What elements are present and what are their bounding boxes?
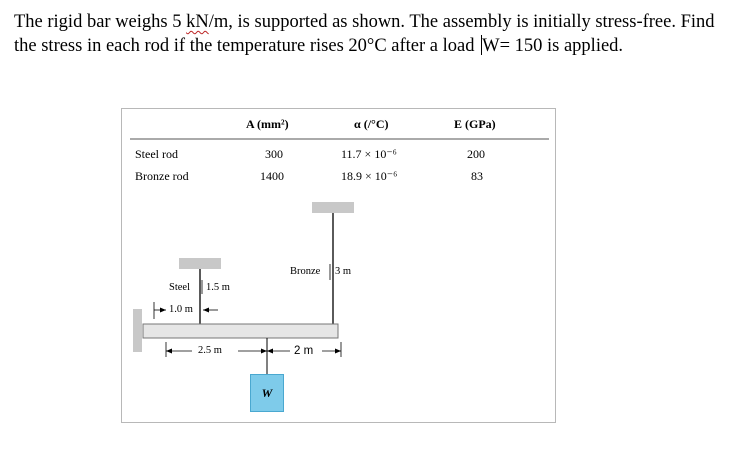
row-bronze-area: 1400 — [260, 169, 284, 183]
header-area: A (mm²) — [246, 117, 289, 131]
bronze-support — [312, 202, 354, 213]
header-modulus: E (GPa) — [454, 117, 496, 131]
row-steel-area: 300 — [265, 147, 283, 161]
steel-support — [179, 258, 221, 269]
header-alpha: α (/°C) — [354, 117, 389, 131]
problem-part-1: The rigid bar weighs 5 — [14, 12, 187, 32]
dim-left: 2.5 m — [198, 345, 222, 356]
dim-right: 2 m — [294, 345, 314, 357]
row-bronze-modulus: 83 — [471, 169, 483, 183]
wall-support — [133, 309, 142, 352]
problem-statement — [14, 10, 726, 58]
problem-figure — [121, 108, 556, 423]
load-block — [250, 374, 284, 412]
steel-label: Steel — [169, 282, 190, 293]
problem-part-3: W= 150 is applied. — [482, 36, 624, 56]
problem-unit: kN — [186, 12, 209, 32]
steel-length: 1.5 m — [206, 282, 230, 293]
steel-offset: 1.0 m — [169, 304, 193, 315]
row-steel-modulus: 200 — [467, 147, 485, 161]
row-steel-alpha: 11.7 × 10⁻⁶ — [341, 147, 397, 161]
problem-part-2: /m, is supported as shown. The assembly is initially stress-free. Find the stress in each rod if the temperature rises 20°C after a load — [14, 12, 715, 56]
load-label: W — [261, 385, 273, 400]
row-steel-name: Steel rod — [135, 147, 178, 161]
bronze-length: 3 m — [335, 266, 352, 277]
row-bronze-name: Bronze rod — [135, 169, 189, 183]
bronze-label: Bronze — [290, 266, 321, 277]
rigid-bar — [143, 324, 338, 338]
row-bronze-alpha: 18.9 × 10⁻⁶ — [341, 169, 398, 183]
